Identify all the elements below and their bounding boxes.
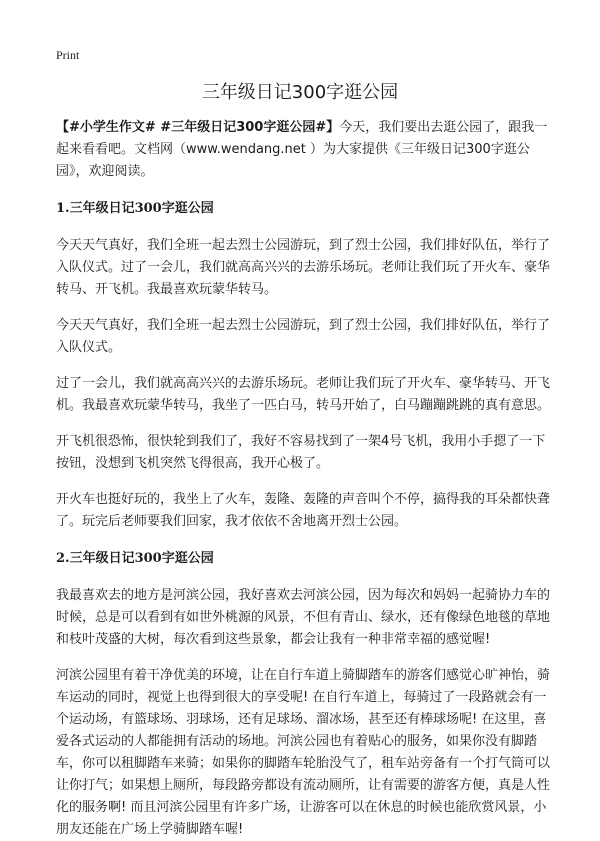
intro-tag: 【#小学生作文# #三年级日记300字逛公园#】 — [56, 120, 340, 135]
paragraph: 河滨公园里有着干净优美的环境，让在自行车道上骑脚踏车的游客们感觉心旷神怡，骑车运动的同时，视觉上也得到很大的享受呢! 在自行车道上，每骑过了一段路就会有一个运动场，有篮球场、羽球场，还有足球场、溜冰场，甚至还有棒球场呢! 在这里，喜爱各式运动的人都能拥有活动的场地。河滨公园也有着贴心的服务，如果你没有脚踏车，你可以租脚踏车来骑；如果你的脚踏车轮胎没气了，租车站旁备有一个打气筒可以让你打气；如果想上厕所，每段路旁都设有流动厕所，让有需要的游客方便，真是人性化的服务啊! 而且河滨公园里有许多广场，让游客可以在休息的时候也能欣赏风景，小朋友还能在广场上学骑脚踏车喔! — [56, 668, 551, 837]
intro-text: 今天，我们要出去逛公园了，跟我一起来看看吧。文档网（www.wendang.net ）为大家提供《三年级日记300字逛公园》，欢迎阅读。 — [56, 120, 548, 179]
section-1 — [56, 198, 552, 533]
paragraph: 我最喜欢去的地方是河滨公园，我好喜欢去河滨公园，因为每次和妈妈一起骑协力车的时候，总是可以看到有如世外桃源的风景，不但有青山、绿水，还有像绿色地毯的草地和枝叶茂盛的大树，每次看到这些景象，都会让我有一种非常幸福的感觉喔! — [56, 588, 551, 647]
paragraph: 今天天气真好，我们全班一起去烈士公园游玩，到了烈士公园，我们排好队伍，举行了入队仪式。 — [56, 318, 551, 355]
page-title: 三年级日记300字逛公园 — [201, 82, 399, 103]
paragraph: 今天天气真好，我们全班一起去烈士公园游玩，到了烈士公园，我们排好队伍，举行了入队仪式。过了一会儿，我们就高高兴兴的去游乐场玩。老师让我们玩了开火车、豪华转马、开飞机。我最喜欢玩蒙华转马。 — [56, 238, 551, 297]
paragraph: 开火车也挺好玩的，我坐上了火车，轰隆、轰隆的声音叫个不停，搞得我的耳朵都快聋了。玩完后老师要我们回家，我才依依不舍地离开烈士公园。 — [56, 492, 551, 529]
paragraph: 开飞机很恐怖，很快轮到我们了，我好不容易找到了一架4号飞机，我用小手摁了一下按钮，没想到飞机突然飞得很高，我开心极了。 — [56, 434, 546, 471]
section-heading: 1.三年级日记300字逛公园 — [56, 201, 214, 216]
section-2 — [56, 548, 552, 841]
paragraph: 过了一会儿，我们就高高兴兴的去游乐场玩。老师让我们玩了开火车、豪华转马、开飞机。我最喜欢玩蒙华转马，我坐了一匹白马，转马开始了，白马蹦蹦跳跳的真有意思。 — [56, 376, 551, 413]
print-label: Print — [56, 48, 80, 62]
section-heading: 2.三年级日记300字逛公园 — [56, 551, 214, 566]
article-body — [56, 117, 552, 841]
intro-paragraph — [56, 117, 552, 183]
